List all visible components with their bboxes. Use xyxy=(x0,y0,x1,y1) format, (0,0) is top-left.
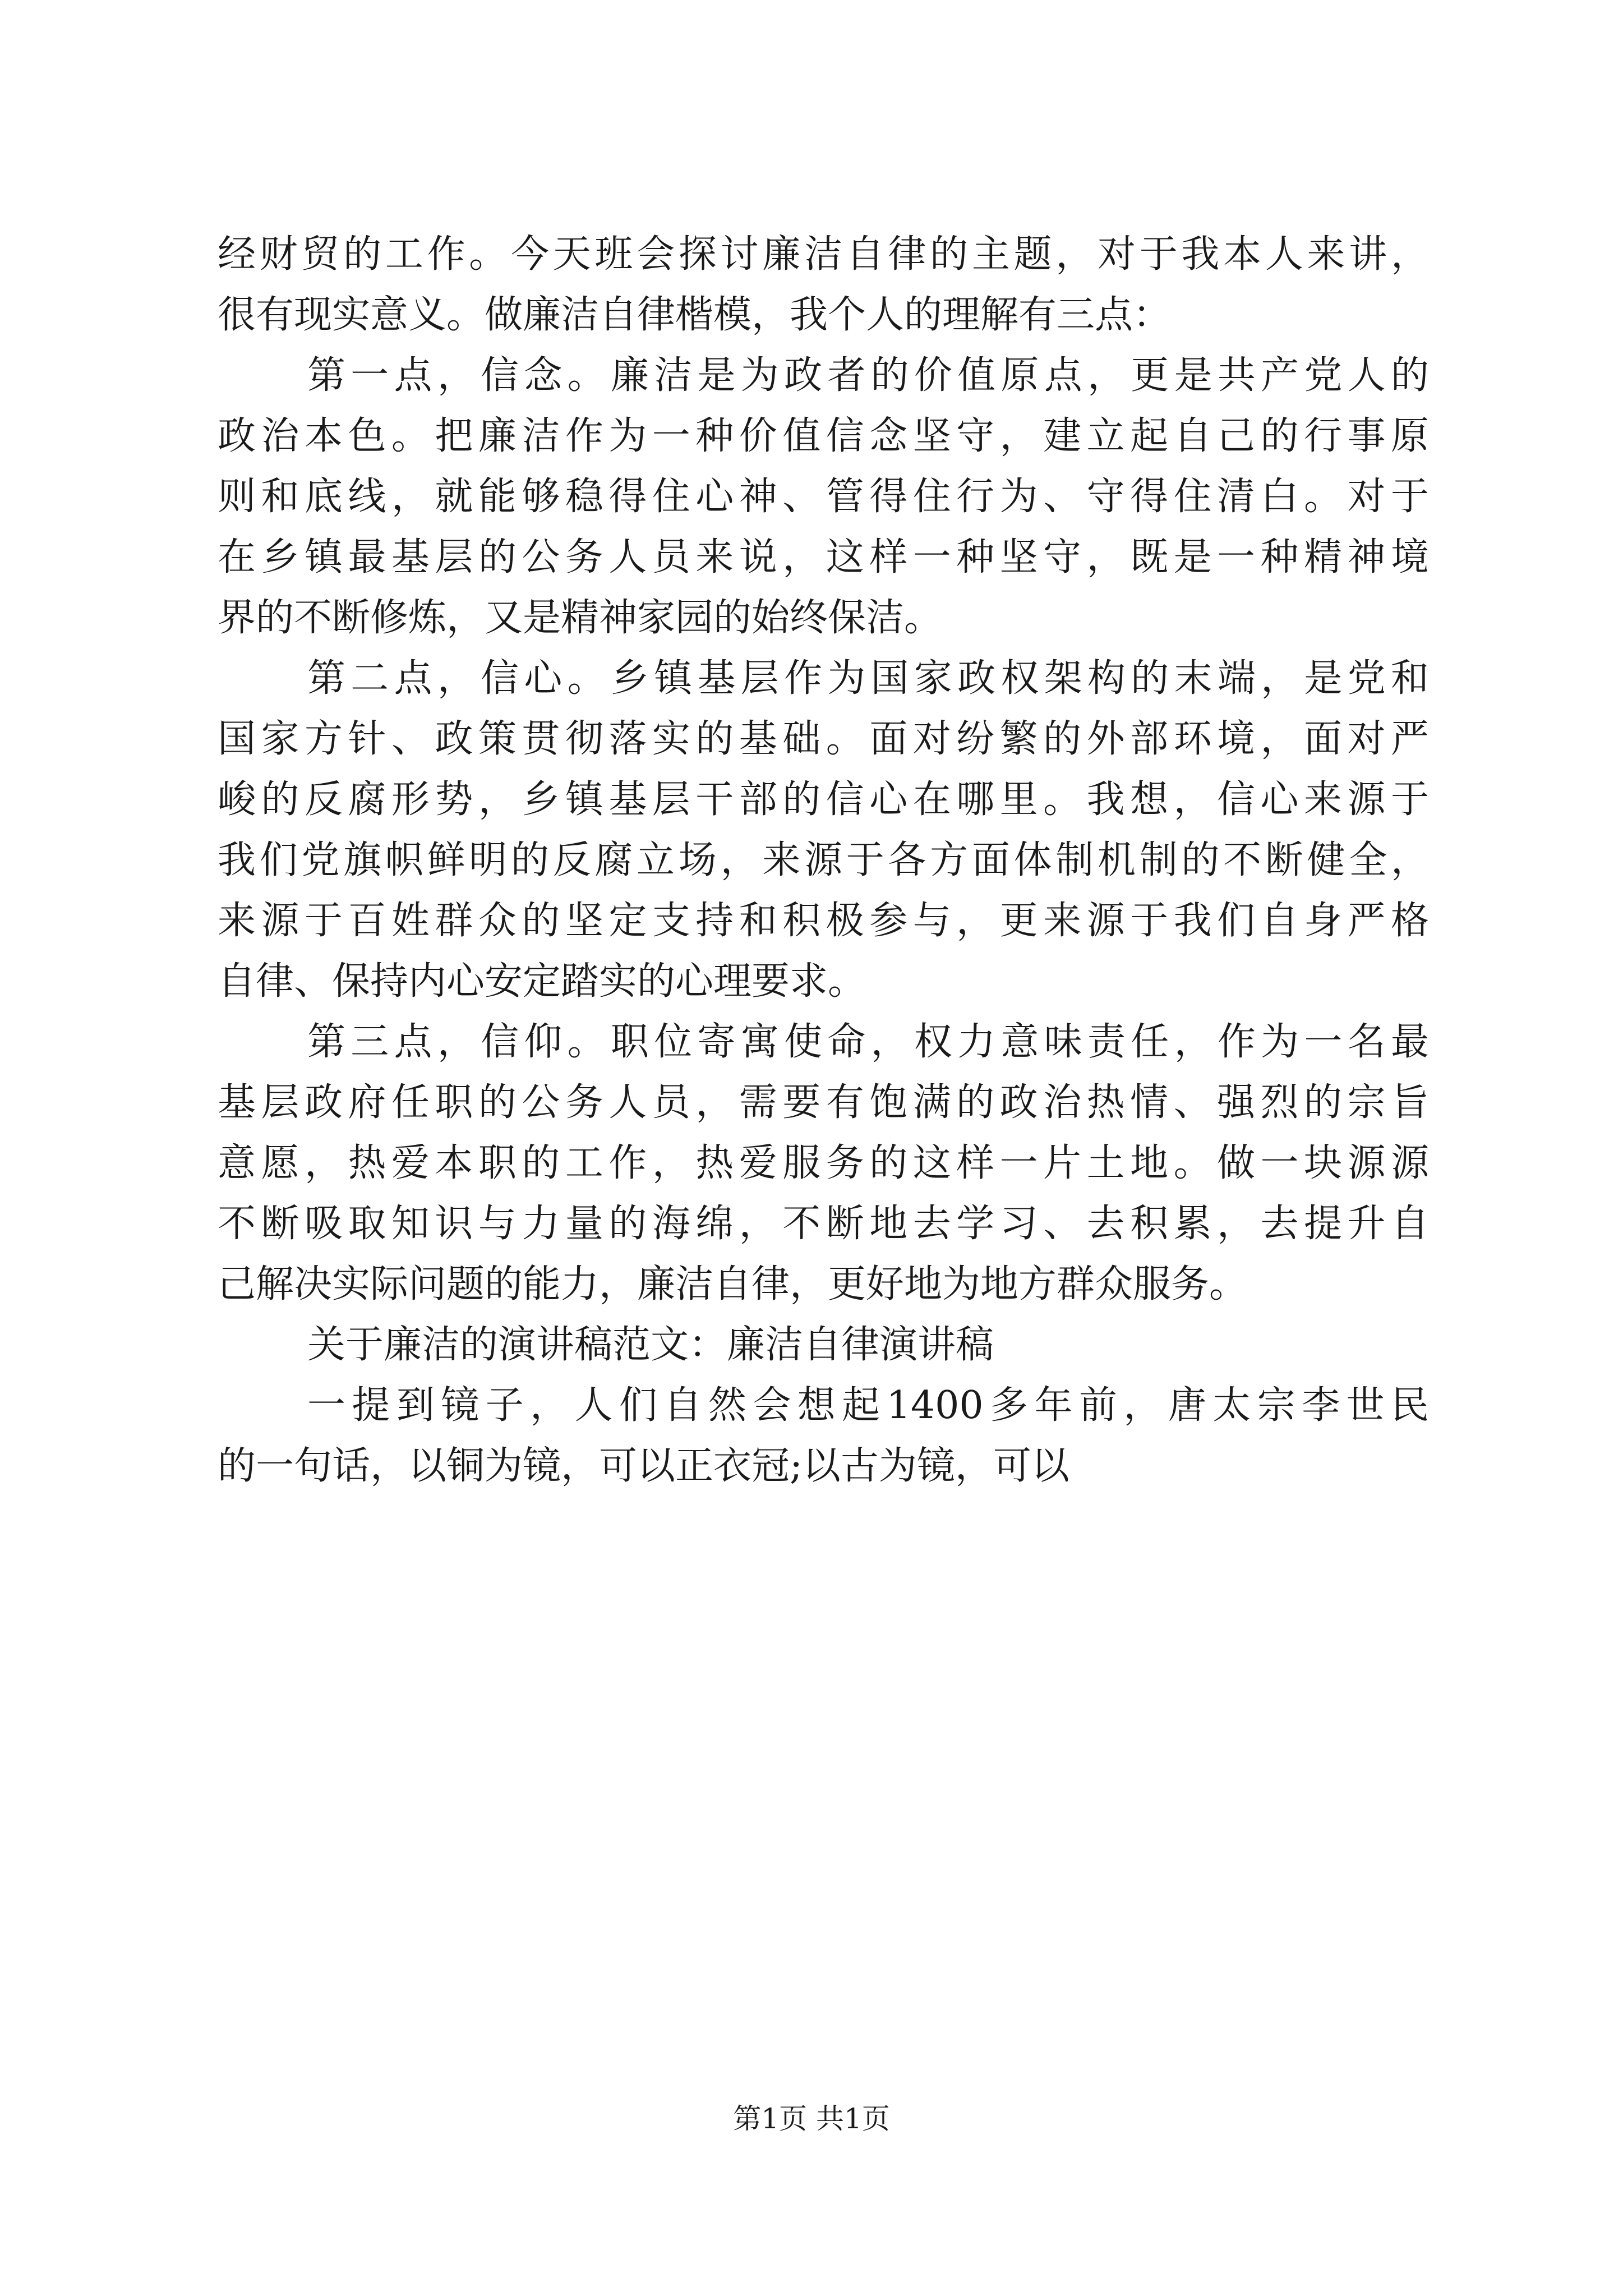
text-line: 不断吸取知识与力量的海绵，不断地去学习、去积累，去提升自 xyxy=(218,1202,1429,1246)
document-body xyxy=(218,224,1429,1497)
text-line: 基层政府任职的公务人员，需要有饱满的政治热情、强烈的宗旨 xyxy=(218,1080,1429,1125)
text-line: 政治本色。把廉洁作为一种价值信念坚守，建立起自己的行事原 xyxy=(218,414,1429,458)
text-line: 自律、保持内心安定踏实的心理要求。 xyxy=(218,959,866,1004)
text-line: 第三点，信仰。职位寄寓使命，权力意味责任，作为一名最 xyxy=(307,1020,1429,1064)
text-line: 第二点，信心。乡镇基层作为国家政权架构的末端，是党和 xyxy=(307,656,1429,701)
text-line: 来源于百姓群众的坚定支持和积极参与，更来源于我们自身严格 xyxy=(218,899,1429,943)
text-line: 的一句话，以铜为镜，可以正衣冠;以古为镜，可以 xyxy=(218,1444,1069,1488)
text-line: 己解决实际问题的能力，廉洁自律，更好地为地方群众服务。 xyxy=(218,1262,1248,1306)
text-line: 第一点，信念。廉洁是为政者的价值原点，更是共产党人的 xyxy=(307,353,1429,398)
text-line: 很有现实意义。做廉洁自律楷模，我个人的理解有三点： xyxy=(218,293,1172,337)
text-line: 国家方针、政策贯彻落实的基础。面对纷繁的外部环境，面对严 xyxy=(218,717,1429,761)
text-line: 意愿，热爱本职的工作，热爱服务的这样一片土地。做一块源源 xyxy=(218,1141,1429,1185)
text-line: 则和底线，就能够稳得住心神、管得住行为、守得住清白。对于 xyxy=(218,475,1429,519)
text-line: 界的不断修炼，又是精神家园的始终保洁。 xyxy=(218,596,943,640)
text-line: 关于廉洁的演讲稿范文：廉洁自律演讲稿 xyxy=(307,1323,994,1367)
text-line: 峻的反腐形势，乡镇基层干部的信心在哪里。我想，信心来源于 xyxy=(218,777,1429,822)
text-line: 我们党旗帜鲜明的反腐立场，来源于各方面体制机制的不断健全， xyxy=(218,838,1429,882)
text-line: 在乡镇最基层的公务人员来说，这样一种坚守，既是一种精神境 xyxy=(218,535,1429,579)
text-line: 经财贸的工作。今天班会探讨廉洁自律的主题，对于我本人来讲， xyxy=(218,232,1429,277)
page-number-label: 第1页 共1页 xyxy=(733,2102,890,2135)
text-line: 一提到镜子，人们自然会想起1400多年前，唐太宗李世民 xyxy=(307,1383,1429,1428)
page-footer xyxy=(0,2102,1623,2136)
